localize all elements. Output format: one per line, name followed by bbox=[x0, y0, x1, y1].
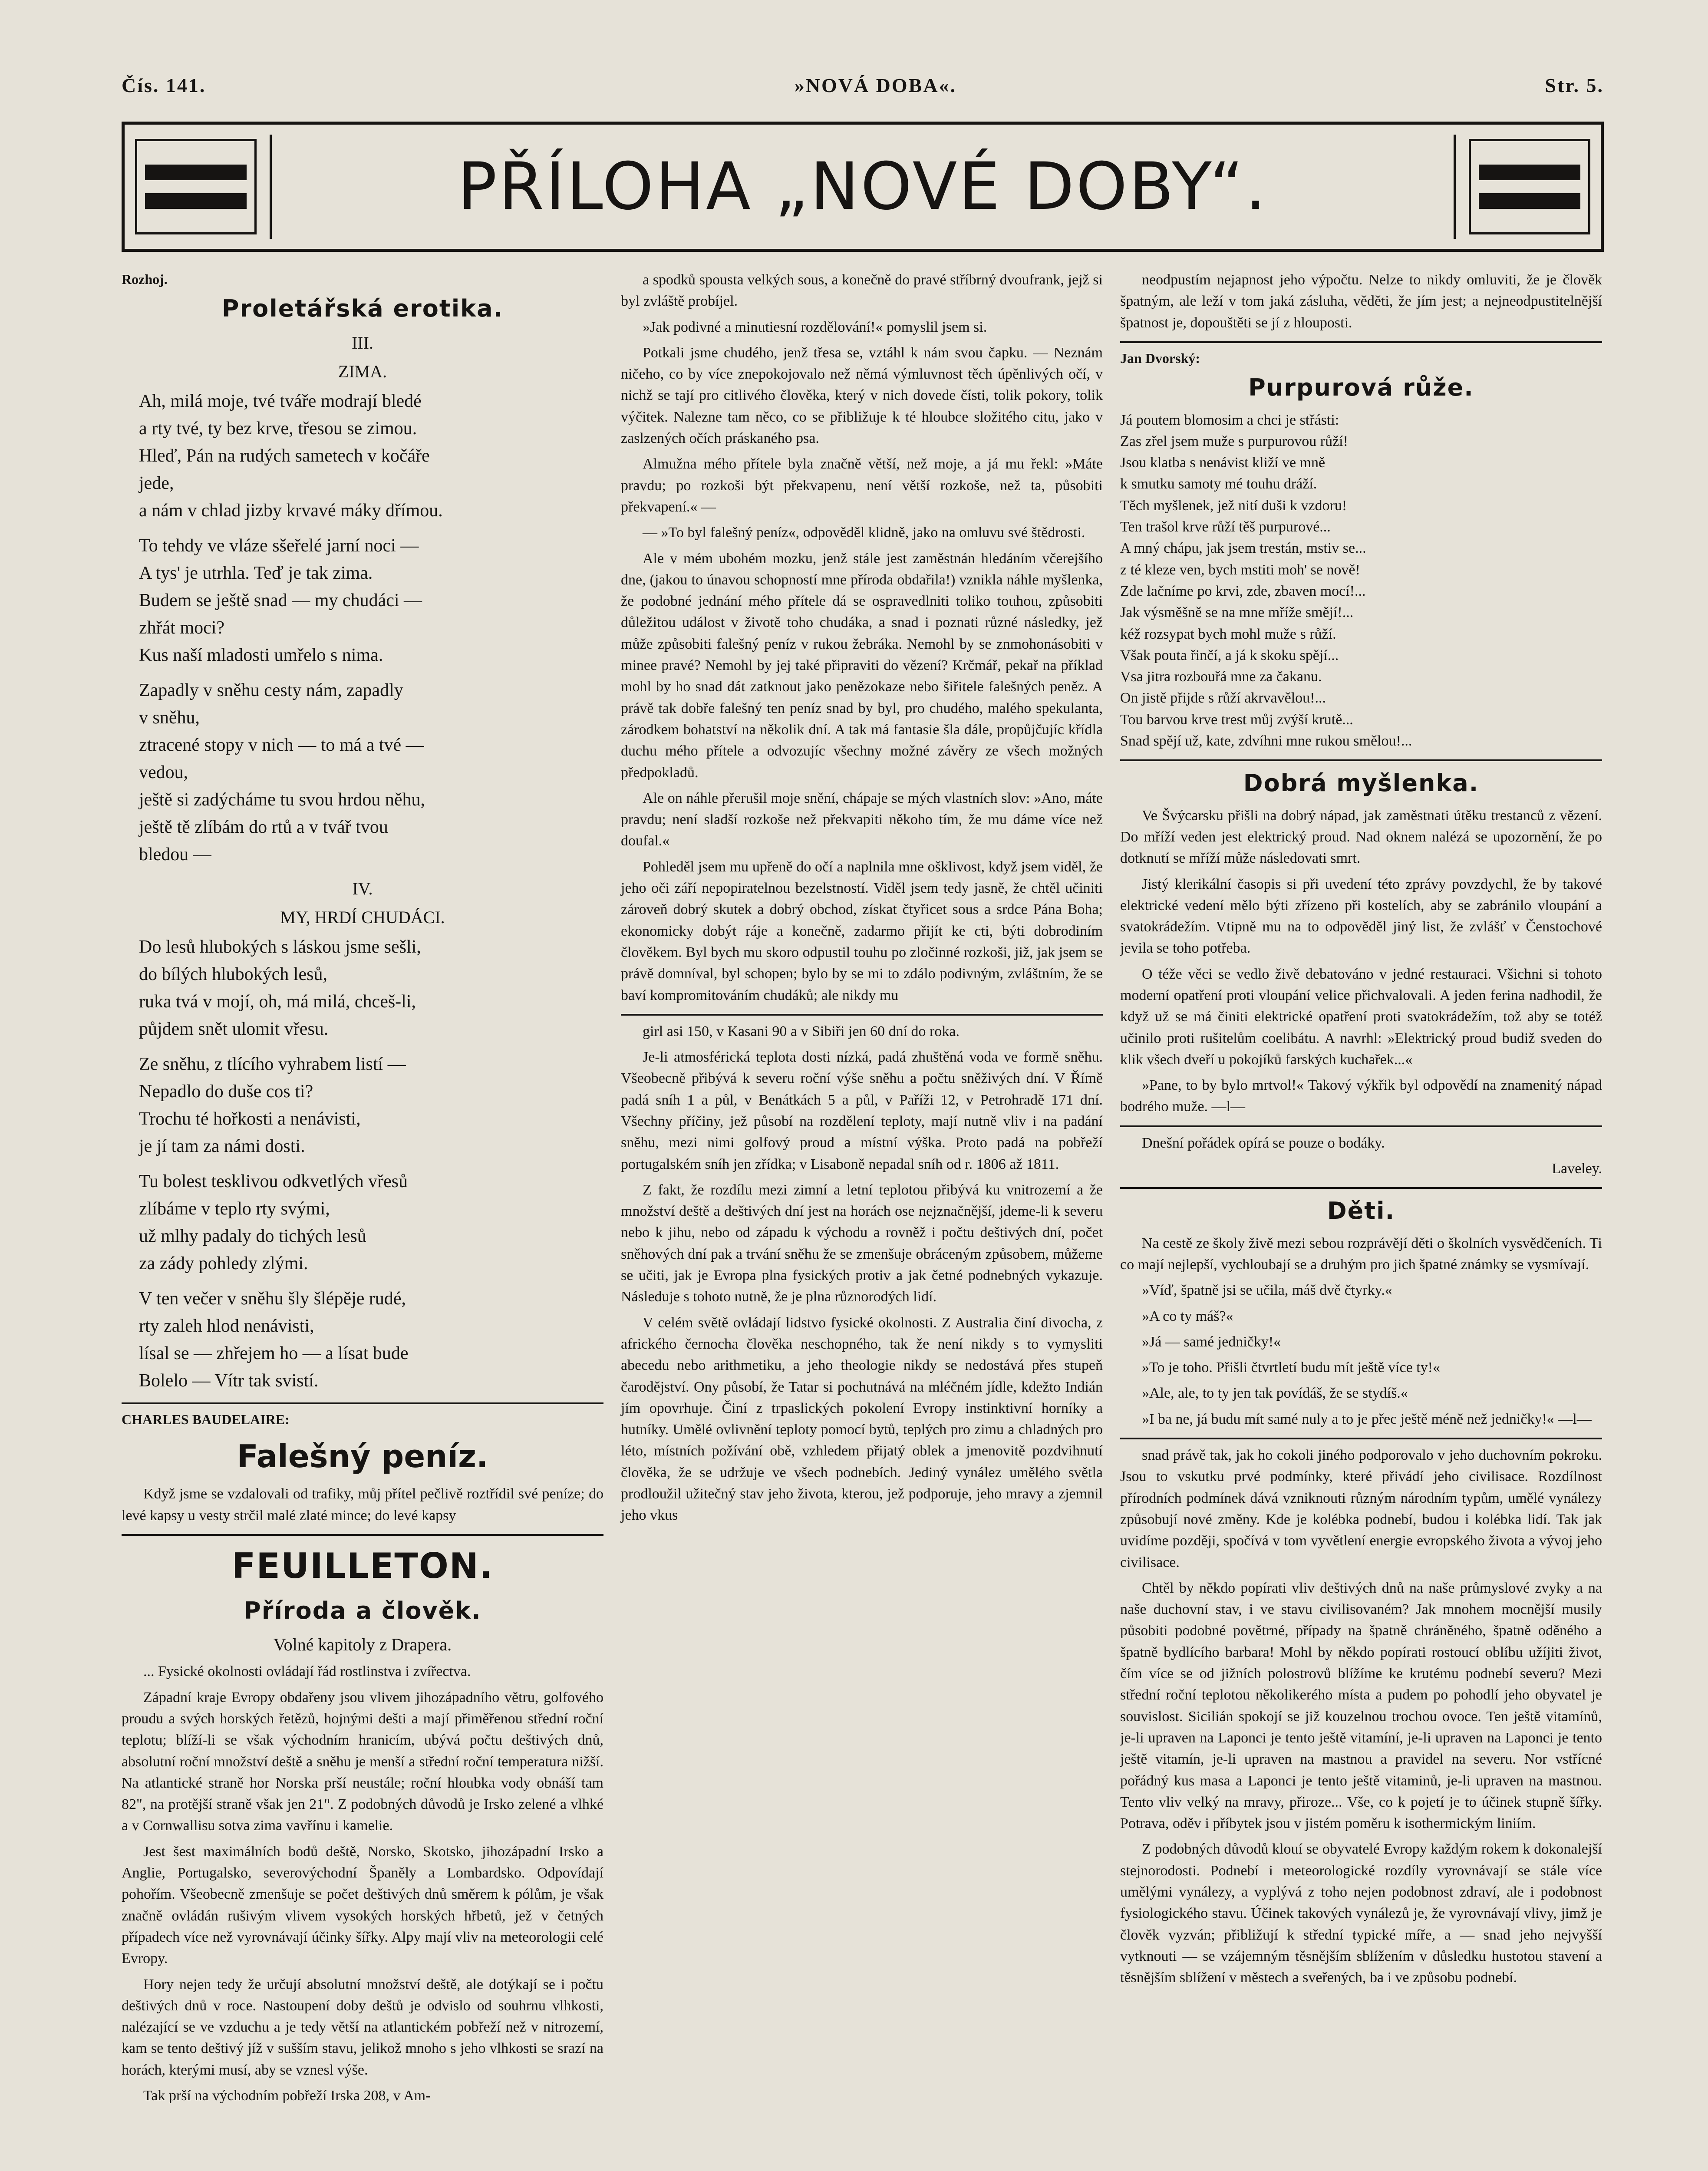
poem-line: Kus naší mladosti umřelo s nima. bbox=[139, 645, 383, 665]
poem-line: Ze sněhu, z tlícího vyhrabem listí — bbox=[139, 1054, 406, 1074]
paragraph: a spodků spousta velkých sous, a konečně do pravé stříbrný dvoufrank, jejž si byl zvláště probíjel. bbox=[621, 272, 1103, 310]
poem-line: za zády pohledy zlými. bbox=[139, 1253, 308, 1274]
feuilleton-subtitle: Volné kapitoly z Drapera. bbox=[273, 1635, 452, 1655]
page-header bbox=[122, 74, 1604, 104]
paragraph: O téže věci se vedlo živě debatováno v jedné restauraci. Všichni si tohoto moderní opatření proti vloupání velice přichvalovali. A jeden ferina nadhodil, že když už se má činiti elektrické opatření proti svatokrádežím, tož aby se totéž učinilo proti rušitelům coelibátu. A navrhl: »Elektrický proud budiž sveden do klik všech dveří u pokojíků farských kuchařek...« bbox=[1120, 966, 1602, 1068]
paragraph: Chtěl by někdo popírati vliv deštivých dnů na naše průmyslové zvyky a na naše duchovní stav, i ve stavu civilisovaném? Jak mnohem mocnější musily působiti podobné povětrné, případy na špatně chráněného, špatně oděného a špatně bydlícího barbara! Mohl by někdo popírati rostoucí oblíbu užíjiti život, čím více se od jižních polostrovů blížíme ke krutému podnebí severu? Mezi střední roční teplotou několikerého místa a pudem po pohodlí jeho obyvatel je souvislost. Sicilián spokojí se již kouzelnou trochou ovoce. Ten ještě vitamínů, je-li upraven na Laponci je tento ještě vitamíní, je-li upraven na Laponci je tento ještě vitamín, je-li upraven na mastnou a pravidel na severu. Nor vstřícné pořádný kus masa a Laponci je tento ještě vitaminů, je-li upraven na mastnou. Tento vliv velký na mravy, přiroze... Vše, co k pojetí je to účinek stupně šířky. Potrava, oděv i příbytek jsou v jistém poměru k isothermickým liniím. bbox=[1120, 1580, 1602, 1832]
feuilleton-title: Příroda a člověk. bbox=[244, 1597, 481, 1625]
poem-line: ruka tvá v mojí, oh, má milá, chceš-li, bbox=[139, 991, 416, 1012]
stanza bbox=[122, 1285, 603, 1395]
stanza bbox=[122, 388, 603, 525]
poem-line: půjdem snět ulomit vřesu. bbox=[139, 1019, 329, 1039]
poem-line: zhřát moci? bbox=[139, 617, 225, 638]
paragraph: »To je toho. Přišli čtvrtletí budu mít ještě více ty!« bbox=[1142, 1359, 1440, 1376]
paragraph: Tak prší na východním pobřeží Irska 208, v Am- bbox=[143, 2088, 431, 2104]
poem-text bbox=[1120, 409, 1602, 752]
issue-number: Čís. 141. bbox=[122, 74, 206, 96]
paragraph: snad právě tak, jak ho cokoli jiného podporovalo v jeho duchovním pokroku. Jsou to vskutku prvé podmínky, které přivádí jeho civilisace. Rozdílnost přírodních podmínek dává vzniknouti různým národním typům, umělé vynálezy způsobují nové změny. Kde je kolébka podnebí, budou i kolébka lidí. Tak jak uvidíme později, spočívá v tom vyvětlení energie evropského života a vývoj jeho civilisace. bbox=[1120, 1447, 1602, 1571]
poem-line: ještě tě zlíbám do rtů a v tvář tvou bbox=[139, 817, 388, 837]
paragraph: Západní kraje Evropy obdařeny jsou vlivem jihozápadního větru, golfového proudu a svých horských řetězů, hojnými dešti a mají přiměřenou střední roční teplotu; blíží-li se však východním hranicím, ubývá počtu deštivých dnů, absolutní roční množství deště a sněhu je menší a střední roční temperatura nižší. Na atlantické straně hor Norska prší neustále; roční hloubka vody obnáší tam 82", na protější straně však jen 21". Z podobných důvodů je Irsko zelené a vlhké a v Cornwallisu sotva zima vavřínu i kamelie. bbox=[122, 1689, 603, 1834]
article-ending: neodpustím nejapnost jeho výpočtu. Nelze to nikdy omluviti, že je člověk špatným, ale leží v tom jaká zásluha, věděti, že jím jest; a nejneodpustitelnější špatnost je, dopouštěti se jí z hlouposti. bbox=[1120, 272, 1602, 331]
poem-line: Zde lačníme po krvi, zde, zbaven mocí!... bbox=[1120, 583, 1366, 599]
paragraph: »A co ty máš?« bbox=[1142, 1308, 1233, 1324]
paragraph: »Jak podivné a minutiesní rozdělování!« pomyslil jsem si. bbox=[643, 319, 987, 335]
poem-line: jede, bbox=[139, 473, 174, 493]
paragraph: ... Fysické okolnosti ovládají řád rostlinstva i zvířectva. bbox=[143, 1663, 471, 1680]
poem-line: zlíbáme v teplo rty svými, bbox=[139, 1198, 330, 1219]
poem-line: bledou — bbox=[139, 844, 211, 864]
paragraph: Hory nejen tedy že určují absolutní množství deště, ale dotýkají se i počtu deštivých dnů v roce. Nastoupení doby deštů je odvislo od souhrnu vlhkosti, nalézající se ve vzduchu a je tedy větší na atlantickém pobřeží než v nitrozemí, kam se tento deštivý jíž v sušším stavu, jelikož mnoho s jeho vlhkosti se srazí na horách, kterými musí, aby se vznesl výše. bbox=[122, 1976, 603, 2078]
poem-line: už mlhy padaly do tichých lesů bbox=[139, 1226, 366, 1246]
divider bbox=[1120, 341, 1602, 343]
paragraph: Z podobných důvodů klouí se obyvatelé Evropy každým rokem k dokonalejší stejnorodosti. Podnebí i meteorologické rozdíly vyrovnávají se stále více umělými vynálezy, a vyplývá z toho nejen podobnost zdraví, ale i podobnost fysiologického stavu. Účinek takových vynálezů je, že vyrovnávají vlivy, jimž je člověk vyzván; přibližují k střední typické míře, a — snad jeho nejvyšší vytknouti — se vzájemným těsnějším sblížením v důsledku hustotou stavení a těsnějším sblížení v městech a sveřených, ba i ve způsobu podnebí. bbox=[1120, 1841, 1602, 1986]
poem-part-number: IV. bbox=[352, 878, 373, 898]
poem-line: Do lesů hlubokých s láskou jsme sešli, bbox=[139, 937, 421, 957]
feuilleton-heading: FEUILLETON. bbox=[231, 1546, 494, 1587]
poem-line: Hleď, Pán na rudých sametech v kočáře bbox=[139, 445, 430, 466]
banner-right-ornament bbox=[1469, 139, 1590, 234]
column-3 bbox=[1120, 269, 1602, 2111]
paragraph: Almužna mého přítele byla značně větší, než moje, a já mu řekl: »Máte pravdu; po rozkoši být překvapenu, není větší rozkoše, než ta, působiti překvapení.« — bbox=[621, 456, 1103, 515]
poem-line: kéž rozsypat bych mohl muže s růží. bbox=[1120, 626, 1336, 642]
article-title: Falešný peníz. bbox=[237, 1438, 488, 1475]
stanza bbox=[122, 1168, 603, 1277]
banner-left-ornament bbox=[135, 139, 257, 234]
poem-line: Trochu té hořkosti a nenávisti, bbox=[139, 1109, 361, 1129]
poem-line: a rty tvé, ty bez krve, třesou se zimou. bbox=[139, 418, 417, 439]
column-1 bbox=[122, 269, 603, 2111]
poem-part-number: III. bbox=[352, 333, 373, 353]
poem-line: ztracené stopy v nich — to má a tvé — bbox=[139, 735, 424, 755]
feuilleton-continuation bbox=[1120, 1445, 1602, 1988]
poem-part-3 bbox=[122, 388, 603, 868]
poem-line: On jistě přijde s růží akrvavělou!... bbox=[1120, 690, 1326, 706]
divider bbox=[1120, 759, 1602, 761]
divider bbox=[1120, 1125, 1602, 1127]
poem-line: Ah, milá moje, tvé tváře modrají bledé bbox=[139, 391, 422, 411]
paragraph: »Já — samé jedničky!« bbox=[1142, 1333, 1281, 1350]
poem-line: Zas zřel jsem muže s purpurovou růží! bbox=[1120, 433, 1348, 449]
poem-line: vedou, bbox=[139, 762, 188, 782]
feuilleton-continuation bbox=[621, 1021, 1103, 1526]
article-continuation bbox=[621, 269, 1103, 1006]
poem-title: Purpurová růže. bbox=[1248, 374, 1474, 402]
paragraph: Na cestě ze školy živě mezi sebou rozprávějí děti o školních vysvědčeních. Ti co mají nejlepší, vychloubají se a druhým pro jich špatné známky se vysmívají. bbox=[1120, 1235, 1602, 1273]
paragraph: Z fakt, že rozdílu mezi zimní a letní teplotou přibývá ku vnitrozemí a že množství deště a deštivých dní jest na horách ose nejznačnější, jdeme-li k severu nebo k jihu, nebo od západu k východu a rovněž i počtu deštivých dní, počet sněhových dní pak a trvání sněhu že se zmenšuje obráceným způsobem, můžeme se učiti, jak je Evropa plna fysických protiv a jak četné podnebných vykazuje. Následuje s tohoto nutně, že je plna různorodých lidí. bbox=[621, 1181, 1103, 1305]
divider bbox=[122, 1534, 603, 1536]
poem-line: Těch myšlenek, jež nití duši k vzdoru! bbox=[1120, 497, 1347, 514]
stanza bbox=[122, 934, 603, 1043]
poem-line: ještě si zadýcháme tu svou hrdou něhu, bbox=[139, 789, 425, 810]
poem-line: Vsa jitra rozbouřá mne za čakanu. bbox=[1120, 669, 1322, 685]
supplement-title: PŘÍLOHA „NOVÉ DOBY“. bbox=[458, 149, 1268, 224]
stanza bbox=[122, 532, 603, 669]
poem-line: Ten trašol krve růží těš purpurové... bbox=[1120, 519, 1331, 535]
poem-line: Tu bolest tesklivou odkvetlých vřesů bbox=[139, 1171, 408, 1191]
poem-line: To tehdy ve vláze sšeřelé jarní noci — bbox=[139, 535, 419, 556]
poem-line: Tou barvou krve trest můj zvýší krutě... bbox=[1120, 711, 1353, 728]
article-title: Děti. bbox=[1327, 1197, 1395, 1225]
poem-line: V ten večer v sněhu šly šlépěje rudé, bbox=[139, 1288, 406, 1309]
poem-line: Budem se ještě snad — my chudáci — bbox=[139, 590, 422, 610]
paragraph: Je-li atmosférická teplota dosti nízká, padá zhuštěná voda ve formě sněhu. Všeobecně přibývá k severu roční výše sněhu a počtu sněživých dní. V Římě padá sníh 1 a půl, v Benátkách 5 a půl, v Paříži 12, v Petrohradě 171 dní. Všechny příčiny, jež působí na rozdělení teploty, mají nutně vliv i na padání sněhu, mezi nimi golfový proud a místní výška. Proto padá na pobřeží portugalském sníh jen zřídka; v Lisaboně nepadal sníh od r. 1806 až 1811. bbox=[621, 1049, 1103, 1172]
poem-part-title: ZIMA. bbox=[338, 361, 387, 381]
poem-line: Nepadlo do duše cos ti? bbox=[139, 1081, 313, 1102]
paragraph: Potkali jsme chudého, jenž třesa se, vztáhl k nám svou čapku. — Neznám ničeho, co by více znepokojovalo než němá výmluvnost těch úpěnlivých očí, v nichž se tají pro citlivého člověka, který v nich dovede čísti, tolik pokory, tolik výčitek. Nalezne tam něco, co se přibližuje k té hloubce složitého citu, jako v zaslzených očích práskaného psa. bbox=[621, 344, 1103, 447]
poem-author: Jan Dvorský: bbox=[1120, 350, 1200, 366]
article-title: Dobrá myšlenka. bbox=[1243, 769, 1479, 797]
paragraph: Ale on náhle přerušil moje snění, chápaje se mých vlastních slov: »Ano, máte pravdu; není sladší rozkoše než překvapiti někoho tím, že mu dáme více než doufal.« bbox=[621, 790, 1103, 849]
stanza bbox=[122, 1051, 603, 1160]
poem-line: A mný chápu, jak jsem trestán, mstiv se... bbox=[1120, 540, 1366, 557]
supplement-banner bbox=[122, 122, 1604, 252]
section-kicker: Rozhoj. bbox=[122, 271, 168, 287]
poem-line: Já poutem blomosim a chci je střásti: bbox=[1120, 412, 1339, 428]
paragraph: Pohleděl jsem mu upřeně do očí a naplnila mne ošklivost, když jsem viděl, že jeho oči září nepopiratelnou bezelstností. Viděl jsem tedy jasně, že chtěl učiniti zároveň dobrý skutek a dobrý obchod, získat čtyřicet sous a srdce Pána Boha; ekonomicky dobýt ráje a konečně, zadarmo přijít ke cti, býti dobrodiním člověkem. Byl bych mu skoro odpustil touhu po zločinné rozkoši, již, jak jsem se právě domníval, byl schopen; bylo by se mi to zdálo podivným, zvláštním, že se baví kompromitováním chudáků; ale nikdy mu bbox=[621, 858, 1103, 1003]
paragraph: »Víď, špatně jsi se učila, máš dvě čtyrky.« bbox=[1142, 1282, 1392, 1299]
paragraph: V celém světě ovládají lidstvo fysické okolnosti. Z Australia činí divocha, z afrického černocha člověka neschopného, tak že není nikdy s to vymysliti abecedu nebo arithmetiku, a jeho theologie nikdy se nedostává přes stupeň čarodějství. Ony působí, že Tatar si pochutnává na mléčném jídle, kdežto Indián jím opovrhuje. Činí z trpaslických pokolení Evropy instinktivní horníky a hutníky. Umělé ovlivnění teploty pomocí bytů, teplých pro zimu a chladných pro léto, místních požívání obě, vzhledem přijatý oblek a jmenovitě pozdvihnutí člověka, že se udržuje ve všech podnebích. Jediný vynález umělého světla prodloužil užitečný stav jeho života, kterou, jež podporuje, jeho mravy a zjemnil jeho vkus bbox=[621, 1314, 1103, 1524]
paragraph: Ale v mém ubohém mozku, jenž stále jest zaměstnán hledáním včerejšího dne, (jakou to únavou schopností mne příroda obdařila!) vznikla náhle myšlenka, že podobné jednání mého přítele dá se ospravedlniti toliko touhou, způsobiti důležitou událost v životě toho chudáka, a snad i poznati různé následky, jež může způsobiti falešný peníz v rukou žebráka. Nemohl by se znmohonásobiti v minee pravé? Nemohl by jej také připraviti do vězení? Krčmář, pekař na příklad mohl by ho snad dát zatknout jako penězokaze nebo šiřitele falešných peněz. A právě tak dobře falešný ten peníz snad by byl, pro chudého, malého spekulanta, zárodkem bohatství na několik dní. A tak má fantasie šla dále, propůjčujíc křídla duchu mého přítele a odvozujíc všechny možné závěry ze všech možných předpokladů. bbox=[621, 550, 1103, 781]
columns bbox=[122, 269, 1604, 2111]
divider bbox=[1120, 1187, 1602, 1189]
poem-line: a nám v chlad jizby krvavé máky dřímou. bbox=[139, 500, 443, 521]
paragraph: »I ba ne, já budu mít samé nuly a to je přec ještě méně než jedničky!« —l— bbox=[1142, 1411, 1592, 1427]
stanza bbox=[122, 677, 603, 868]
poem-line: Snad spějí už, kate, zdvíhni mne rukou smělou!... bbox=[1120, 733, 1412, 749]
paragraph: girl asi 150, v Kasani 90 a v Sibiři jen 60 dní do roka. bbox=[643, 1023, 960, 1039]
article-author: CHARLES BAUDELAIRE: bbox=[122, 1411, 290, 1427]
paragraph: Jistý klerikální časopis si při uvedení této zprávy povzdychl, že by takové elektrické vedení mělo býti zřízeno při kostelích, aby se zabránilo vloupání a svatokrádežím. Vtipně mu na to odpověděl jiný list, že zvlášť v Čenstochové jevila se toho potřeba. bbox=[1120, 876, 1602, 957]
poem-line: z té kleze ven, bych mstiti moh' se nově! bbox=[1120, 561, 1360, 578]
article-text: Když jsme se vzdalovali od trafiky, můj přítel pečlivě roztřídil své peníze; do levé kapsy u vesty strčil malé zlaté mince; do levé kapsy bbox=[122, 1486, 603, 1524]
quote-author: Laveley. bbox=[1552, 1161, 1602, 1177]
page-number: Str. 5. bbox=[1545, 74, 1604, 96]
poem-title: Proletářská erotika. bbox=[221, 295, 504, 323]
newspaper-name: »NOVÁ DOBA«. bbox=[794, 74, 957, 96]
paragraph: Jest šest maximálních bodů deště, Norsko, Skotsko, jihozápadní Irsko a Anglie, Portugalsko, severovýchodní Španěly a Lombardsko. Odpovídají pohořím. Všeobecně zmenšuje se počet deštivých dnů směrem k pólům, je však značně ovládán rušivým vlivem vysokých horských hřbetů, jež v četných případech více než vyrovnávají účinky šířky. Alpy mají vliv na meteorologii celé Evropy. bbox=[122, 1843, 603, 1967]
poem-line: Bolelo — Vítr tak svistí. bbox=[139, 1370, 319, 1391]
poem-part-title: MY, HRDÍ CHUDÁCI. bbox=[280, 907, 445, 927]
poem-line: rty zaleh hlod nenávisti, bbox=[139, 1316, 314, 1336]
poem-line: Jak výsměšně se na mne mříže smějí!... bbox=[1120, 604, 1354, 621]
poem-line: k smutku samoty mé touhu dráží. bbox=[1120, 476, 1317, 492]
column-2 bbox=[621, 269, 1103, 2111]
poem-part-4 bbox=[122, 934, 603, 1395]
divider bbox=[621, 1014, 1103, 1016]
poem-line: v sněhu, bbox=[139, 707, 200, 728]
poem-line: Však pouta řinčí, a já k skoku spějí... bbox=[1120, 647, 1339, 663]
divider bbox=[1120, 1438, 1602, 1439]
divider bbox=[122, 1402, 603, 1404]
poem-line: Jsou klatba s nenávist kliží ve mně bbox=[1120, 455, 1326, 471]
feuilleton-text bbox=[122, 1661, 603, 2106]
poem-line: je jí tam za námi dosti. bbox=[139, 1136, 305, 1156]
paragraph: »Pane, to by bylo mrtvol!« Takový výkřik byl odpovědí na znamenitý nápad bodrého muže. —l— bbox=[1120, 1077, 1602, 1115]
article-text bbox=[1120, 1233, 1602, 1430]
poem-line: A tys' je utrhla. Teď je tak zima. bbox=[139, 563, 373, 583]
poem-line: Zapadly v sněhu cesty nám, zapadly bbox=[139, 680, 403, 700]
quote-text: Dnešní pořádek opírá se pouze o bodáky. bbox=[1142, 1135, 1385, 1151]
banner-title-box bbox=[270, 135, 1456, 239]
poem-line: lísal se — zhřejem ho — a lísat bude bbox=[139, 1343, 409, 1363]
paragraph: »Ale, ale, to ty jen tak povídáš, že se stydíš.« bbox=[1142, 1385, 1408, 1402]
article-text bbox=[1120, 805, 1602, 1118]
poem-line: do bílých hlubokých lesů, bbox=[139, 964, 327, 984]
paragraph: Ve Švýcarsku přišli na dobrý nápad, jak zaměstnati útěku trestanců z vězení. Do mříží veden jest elektrický proud. Nad oknem nalézá se upozornění, že po dotknutí se mříží může následovati smrt. bbox=[1120, 807, 1602, 867]
paragraph: — »To byl falešný peníz«, odpověděl klidně, jako na omluvu své štědrosti. bbox=[643, 525, 1085, 541]
